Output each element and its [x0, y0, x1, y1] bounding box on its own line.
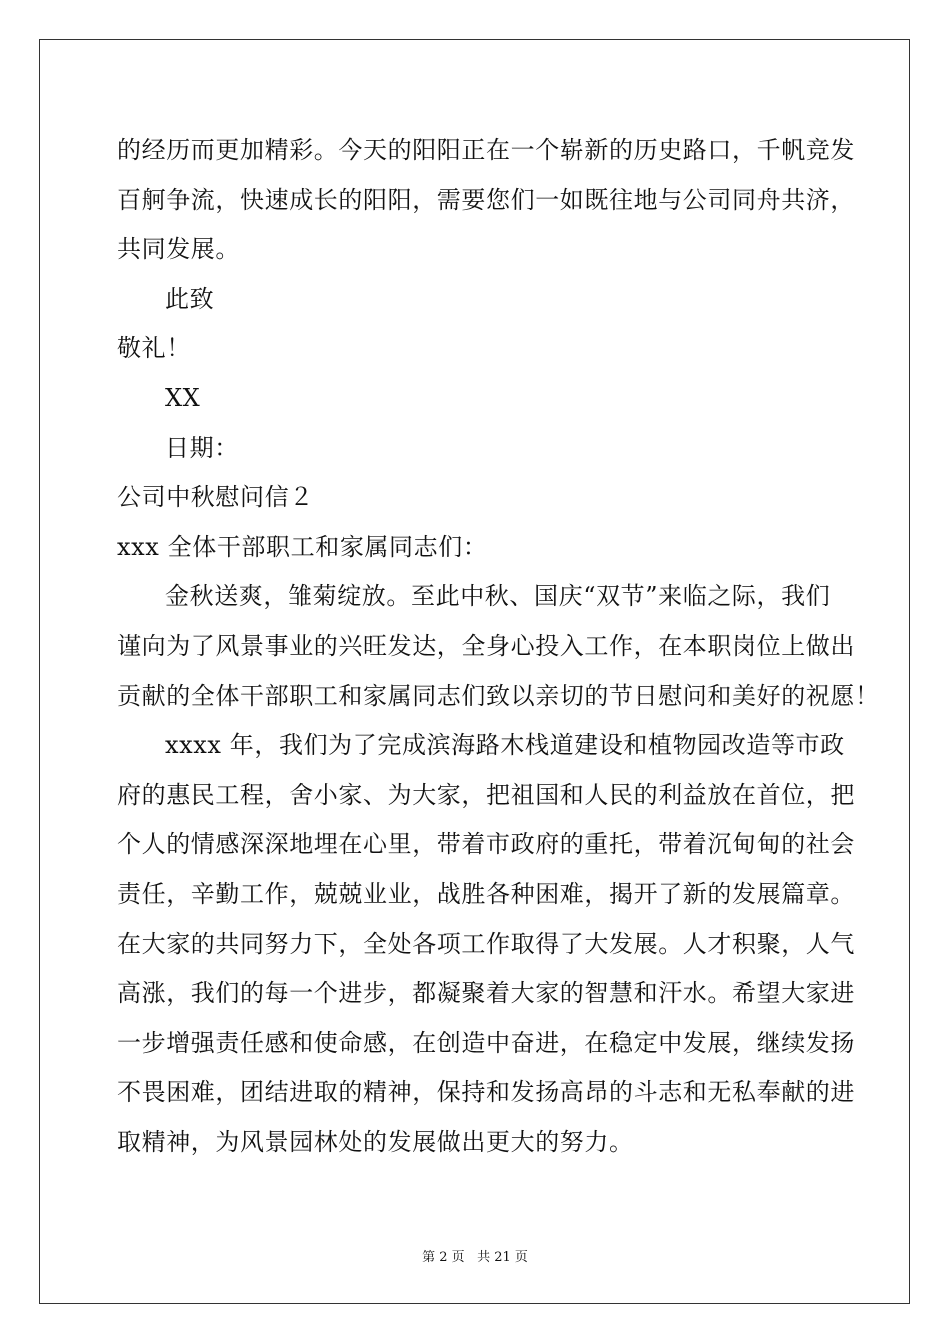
- text-line: 个人的情感深深地埋在心里，带着市政府的重托，带着沉甸甸的社会: [117, 830, 855, 859]
- text-line: 谨向为了风景事业的兴旺发达，全身心投入工作，在本职岗位上做出: [117, 631, 855, 660]
- page-total: 共 21 页: [477, 1250, 528, 1265]
- page-footer: [0, 1246, 950, 1265]
- text-line: 共同发展。: [117, 235, 240, 264]
- signature: XX: [165, 383, 201, 412]
- text-line: 高涨，我们的每一个进步，都凝聚着大家的智慧和汗水。希望大家进: [117, 979, 855, 1008]
- text-line: xxxx 年，我们为了完成滨海路木栈道建设和植物园改造等市政: [165, 731, 845, 760]
- section-title: 公司中秋慰问信２: [117, 483, 314, 512]
- page-number: 第 2 页: [422, 1250, 465, 1265]
- text-line: 一步增强责任感和使命感，在创造中奋进，在稳定中发展，继续发扬: [117, 1028, 855, 1057]
- document-body: [117, 126, 880, 1167]
- text-line: 在大家的共同努力下，全处各项工作取得了大发展。人才积聚，人气: [117, 929, 855, 958]
- text-line: 百舸争流，快速成长的阳阳，需要您们一如既往地与公司同舟共济，: [117, 185, 855, 214]
- text-line: 取精神，为风景园林处的发展做出更大的努力。: [117, 1127, 634, 1156]
- letter-greeting: xxx 全体干部职工和家属同志们：: [117, 532, 488, 561]
- text-line: 的经历而更加精彩。今天的阳阳正在一个崭新的历史路口，千帆竞发: [117, 136, 855, 164]
- date-label: 日期：: [165, 433, 239, 462]
- closing-regards: 敬礼！: [117, 334, 191, 363]
- text-line: 府的惠民工程，舍小家、为大家，把祖国和人民的利益放在首位，把: [117, 780, 855, 809]
- text-line: 责任，辛勤工作，兢兢业业，战胜各种困难，揭开了新的发展篇章。: [117, 879, 855, 908]
- text-line: 金秋送爽，雏菊绽放。至此中秋、国庆“双节”来临之际，我们: [165, 582, 831, 611]
- text-line: 不畏困难，团结进取的精神，保持和发扬高昂的斗志和无私奉献的进: [117, 1078, 855, 1107]
- text-line: 贡献的全体干部职工和家属同志们致以亲切的节日慰问和美好的祝愿！: [117, 681, 880, 710]
- closing-salutation: 此致: [165, 284, 215, 313]
